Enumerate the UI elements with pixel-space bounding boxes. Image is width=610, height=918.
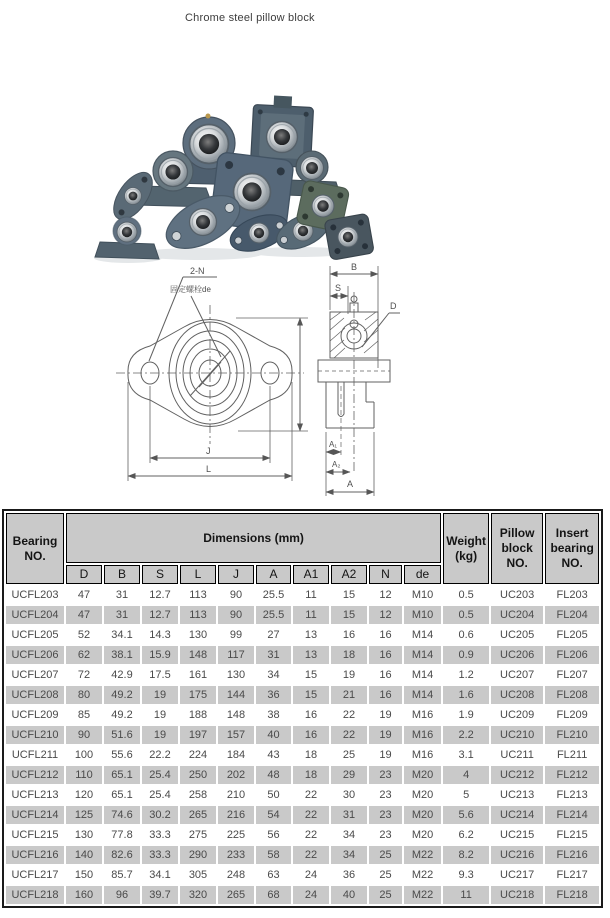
section-view-drawing [318,262,400,496]
value-cell: 5 [463,789,470,801]
header-weight: Weight (kg) [443,513,489,584]
value-cell: UC215 [500,829,535,841]
bearing-no-cell: UCFL207 [11,669,59,681]
table-row [6,726,599,744]
label-bolt-note: 固定螺栓de [170,285,211,294]
value-cell: 39.7 [142,886,178,904]
value-cell: 100 [74,749,94,761]
value-cell: 65.1 [111,789,133,801]
table-row [6,606,599,624]
bearing-no-cell: UCFL203 [11,589,59,601]
value-cell: 202 [218,766,254,784]
value-cell: 34.1 [149,869,171,881]
value-cell: 74.6 [104,806,140,824]
header-dimensions: Dimensions (mm) [66,513,441,563]
bearing-no-cell: UCFL209 [11,709,59,721]
value-cell: M22 [404,886,441,904]
label-2n: 2-N [190,266,205,276]
value-cell: UC207 [500,669,535,681]
value-cell: 33.3 [149,829,171,841]
label-l: L [206,464,212,474]
label-s: S [335,283,342,293]
value-cell: 16 [379,629,392,641]
spec-table [2,509,603,908]
dim-d [362,301,400,347]
value-cell: 51.6 [104,726,140,744]
value-cell: 68 [256,886,291,904]
value-cell: M10 [404,606,441,624]
header-dim-de: de [404,565,441,584]
value-cell: 197 [180,726,216,744]
value-cell: 25 [342,749,356,761]
table-row [6,646,599,664]
value-cell: FL208 [545,686,599,704]
value-cell: 210 [226,789,246,801]
value-cell: 48 [256,766,291,784]
value-cell: 38 [267,709,280,721]
value-cell: 16 [293,726,329,744]
label-d: D [390,301,397,311]
value-cell: 320 [180,886,216,904]
value-cell: 38.1 [104,646,140,664]
header-pillow-block: Pillow block NO. [491,513,543,584]
value-cell: 58 [256,846,291,864]
value-cell: FL217 [556,869,588,881]
value-cell: 23 [369,806,402,824]
value-cell: M14 [404,646,441,664]
value-cell: M16 [411,749,434,761]
value-cell: 62 [66,646,102,664]
value-cell: 144 [218,686,254,704]
value-cell: 90 [229,589,243,601]
table-row [6,786,599,804]
value-cell: UC209 [500,709,535,721]
value-cell: 8.2 [443,846,489,864]
value-cell: 25.4 [149,789,171,801]
value-cell: 54 [256,806,291,824]
value-cell: 72 [77,669,91,681]
value-cell: 19 [342,669,356,681]
value-cell: UC217 [500,869,535,881]
value-cell: 16 [369,686,402,704]
value-cell: 23 [379,829,392,841]
value-cell: 50 [267,789,280,801]
value-cell: 15 [304,669,318,681]
value-cell: FL215 [556,829,588,841]
value-cell: 24 [293,886,329,904]
bearing-no-cell: UCFL215 [11,829,59,841]
value-cell: 6.2 [458,829,474,841]
value-cell: 265 [180,806,216,824]
value-cell: UC213 [500,789,535,801]
value-cell: 80 [66,686,102,704]
value-cell: 22 [293,846,329,864]
value-cell: 34.1 [111,629,133,641]
value-cell: FL206 [545,646,599,664]
value-cell: M14 [411,629,434,641]
value-cell: FL210 [545,726,599,744]
value-cell: 23 [379,789,392,801]
value-cell: FL213 [556,789,588,801]
value-cell: 0.9 [443,646,489,664]
value-cell: 12 [379,589,392,601]
dim-height [236,318,308,431]
value-cell: 224 [188,749,208,761]
label-a2: A₂ [332,460,341,469]
value-cell: 18 [331,646,367,664]
front-view-drawing [116,266,308,481]
value-cell: 25 [369,886,402,904]
value-cell: FL216 [545,846,599,864]
value-cell: 90 [66,726,102,744]
value-cell: M20 [411,829,434,841]
header-dim-a1: A1 [293,565,329,584]
value-cell: 130 [188,629,208,641]
value-cell: 52 [77,629,91,641]
value-cell: 1.6 [443,686,489,704]
value-cell: 85.7 [111,869,133,881]
bearing-no-cell: UCFL210 [6,726,64,744]
value-cell: M22 [404,846,441,864]
value-cell: 19 [379,709,392,721]
value-cell: 90 [218,606,254,624]
value-cell: 31 [256,646,291,664]
value-cell: 47 [77,589,91,601]
value-cell: 15 [293,686,329,704]
value-cell: 11 [293,606,329,624]
value-cell: 290 [180,846,216,864]
value-cell: 157 [218,726,254,744]
value-cell: M20 [404,806,441,824]
value-cell: 0.5 [458,589,474,601]
header-dim-j: J [218,565,254,584]
label-j: J [206,446,211,456]
value-cell: M10 [411,589,434,601]
page-title: Chrome steel pillow block [185,12,315,24]
value-cell: 31 [104,606,140,624]
value-cell: 19 [369,726,402,744]
header-dim-s: S [142,565,178,584]
value-cell: FL218 [545,886,599,904]
bearing-no-cell: UCFL208 [6,686,64,704]
value-cell: 11 [305,589,317,601]
value-cell: 40 [256,726,291,744]
value-cell: 13 [304,629,318,641]
value-cell: 36 [256,686,291,704]
value-cell: 15 [331,606,367,624]
table-row [6,866,599,884]
label-b: B [351,262,358,272]
value-cell: 49.2 [104,686,140,704]
bearing-no-cell: UCFL214 [6,806,64,824]
value-cell: 13 [293,646,329,664]
value-cell: 16 [304,709,318,721]
value-cell: 25 [379,869,392,881]
product-photo [94,94,374,263]
value-cell: 33.3 [142,846,178,864]
value-cell: 30.2 [142,806,178,824]
bearing-no-cell: UCFL205 [11,629,59,641]
value-cell: M22 [411,869,434,881]
header-dim-b: B [104,565,140,584]
value-cell: 34 [342,829,356,841]
value-cell: 18 [293,766,329,784]
bearing-no-cell: UCFL204 [6,606,64,624]
value-cell: 15.9 [142,646,178,664]
value-cell: UC206 [491,646,543,664]
value-cell: 117 [218,646,254,664]
value-cell: 113 [189,589,207,601]
header-dim-d: D [66,565,102,584]
value-cell: 3.1 [458,749,474,761]
value-cell: 140 [66,846,102,864]
value-cell: 130 [74,829,94,841]
value-cell: 22 [331,726,367,744]
value-cell: 120 [74,789,94,801]
value-cell: 22.2 [149,749,171,761]
value-cell: 11 [443,886,489,904]
value-cell: 56 [267,829,280,841]
value-cell: 18 [304,749,318,761]
value-cell: 65.1 [104,766,140,784]
header-dim-n: N [369,565,402,584]
value-cell: 275 [188,829,208,841]
value-cell: 36 [342,869,356,881]
value-cell: 4 [443,766,489,784]
value-cell: 148 [180,646,216,664]
value-cell: 22 [304,789,318,801]
value-cell: 22 [293,806,329,824]
value-cell: 47 [66,606,102,624]
value-cell: 29 [331,766,367,784]
value-cell: 0.6 [458,629,474,641]
value-cell: FL211 [556,749,588,761]
table-row [6,666,599,684]
table-row [6,806,599,824]
value-cell: FL214 [545,806,599,824]
table-row [6,886,599,904]
value-cell: FL209 [556,709,588,721]
base-stem [326,382,374,428]
value-cell: 125 [66,806,102,824]
value-cell: 184 [226,749,246,761]
value-cell: 1.9 [458,709,474,721]
value-cell: M16 [411,709,434,721]
value-cell: 96 [104,886,140,904]
value-cell: 19 [379,749,392,761]
header-dim-a2: A2 [331,565,367,584]
value-cell: 2.2 [443,726,489,744]
table-row [6,706,599,724]
value-cell: 21 [331,686,367,704]
value-cell: FL203 [556,589,588,601]
value-cell: 15 [342,589,356,601]
value-cell: 24 [304,869,318,881]
value-cell: 19 [142,726,178,744]
value-cell: 16 [379,669,392,681]
bearing-no-cell: UCFL212 [6,766,64,784]
value-cell: 42.9 [111,669,133,681]
table-row [6,826,599,844]
table-row [6,746,599,764]
value-cell: 25.5 [256,606,291,624]
value-cell: 175 [180,686,216,704]
value-cell: 1.2 [458,669,474,681]
value-cell: 216 [218,806,254,824]
value-cell: 34 [267,669,280,681]
table-row [6,686,599,704]
value-cell: 31 [331,806,367,824]
value-cell: FL205 [556,629,588,641]
value-cell: M14 [404,686,441,704]
value-cell: FL212 [545,766,599,784]
value-cell: FL204 [545,606,599,624]
value-cell: 233 [218,846,254,864]
value-cell: 14.3 [149,629,171,641]
value-cell: 17.5 [149,669,171,681]
value-cell: 12 [369,606,402,624]
value-cell: 188 [188,709,208,721]
bearing-no-cell: UCFL217 [11,869,59,881]
value-cell: 16 [369,646,402,664]
value-cell: 248 [226,869,246,881]
value-cell: M16 [404,726,441,744]
pillow-block-small [95,217,159,259]
value-cell: 258 [188,789,208,801]
value-cell: UC211 [500,749,534,761]
value-cell: UC208 [491,686,543,704]
bearing-no-cell: UCFL218 [6,886,64,904]
value-cell: 305 [188,869,208,881]
dim-a1 [326,386,341,496]
value-cell: 161 [188,669,208,681]
value-cell: 0.5 [443,606,489,624]
value-cell: UC216 [491,846,543,864]
header-bearing-no: Bearing NO. [6,513,64,584]
value-cell: 43 [267,749,280,761]
value-cell: 23 [369,766,402,784]
label-a1: A₁ [329,440,338,449]
value-cell: 22 [342,709,356,721]
value-cell: 82.6 [104,846,140,864]
value-cell: 16 [342,629,356,641]
table-row [6,766,599,784]
value-cell: 85 [77,709,91,721]
value-cell: 160 [66,886,102,904]
spec-table-body [6,586,599,904]
table-row [6,846,599,864]
value-cell: 25.4 [142,766,178,784]
value-cell: 130 [226,669,246,681]
value-cell: 63 [267,869,280,881]
value-cell: 99 [229,629,243,641]
value-cell: UC214 [491,806,543,824]
value-cell: 12.7 [149,589,171,601]
value-cell: UC205 [500,629,535,641]
value-cell: UC212 [491,766,543,784]
value-cell: 150 [74,869,94,881]
bearing-no-cell: UCFL213 [11,789,59,801]
value-cell: 27 [267,629,280,641]
value-cell: 40 [331,886,367,904]
value-cell: 110 [66,766,102,784]
value-cell: 250 [180,766,216,784]
value-cell: FL207 [556,669,588,681]
bearing-no-cell: UCFL216 [6,846,64,864]
value-cell: M14 [411,669,434,681]
dim-s [330,283,348,314]
label-a: A [347,479,354,489]
value-cell: 19 [153,709,167,721]
bearing-no-cell: UCFL211 [11,749,59,761]
value-cell: 265 [218,886,254,904]
value-cell: 34 [331,846,367,864]
value-cell: UC210 [491,726,543,744]
value-cell: 5.6 [443,806,489,824]
value-cell: 30 [342,789,356,801]
value-cell: 148 [226,709,246,721]
value-cell: 12.7 [142,606,178,624]
value-cell: 77.8 [111,829,133,841]
value-cell: 19 [142,686,178,704]
value-cell: 49.2 [111,709,133,721]
value-cell: 9.3 [458,869,474,881]
value-cell: UC204 [491,606,543,624]
header-dim-a: A [256,565,291,584]
table-row [6,586,599,604]
value-cell: 25.5 [262,589,285,601]
header-dim-l: L [180,565,216,584]
value-cell: 113 [180,606,216,624]
value-cell: M20 [404,766,441,784]
value-cell: UC218 [491,886,543,904]
dim-a2 [326,460,350,472]
value-cell: 225 [226,829,246,841]
bearing-no-cell: UCFL206 [6,646,64,664]
centerlines [116,305,304,444]
value-cell: 22 [304,829,318,841]
value-cell: 55.6 [111,749,133,761]
header-insert-bearing: Insert bearing NO. [545,513,599,584]
value-cell: 31 [115,589,129,601]
value-cell: 25 [369,846,402,864]
value-cell: M20 [411,789,434,801]
table-row [6,626,599,644]
value-cell: UC203 [500,589,535,601]
